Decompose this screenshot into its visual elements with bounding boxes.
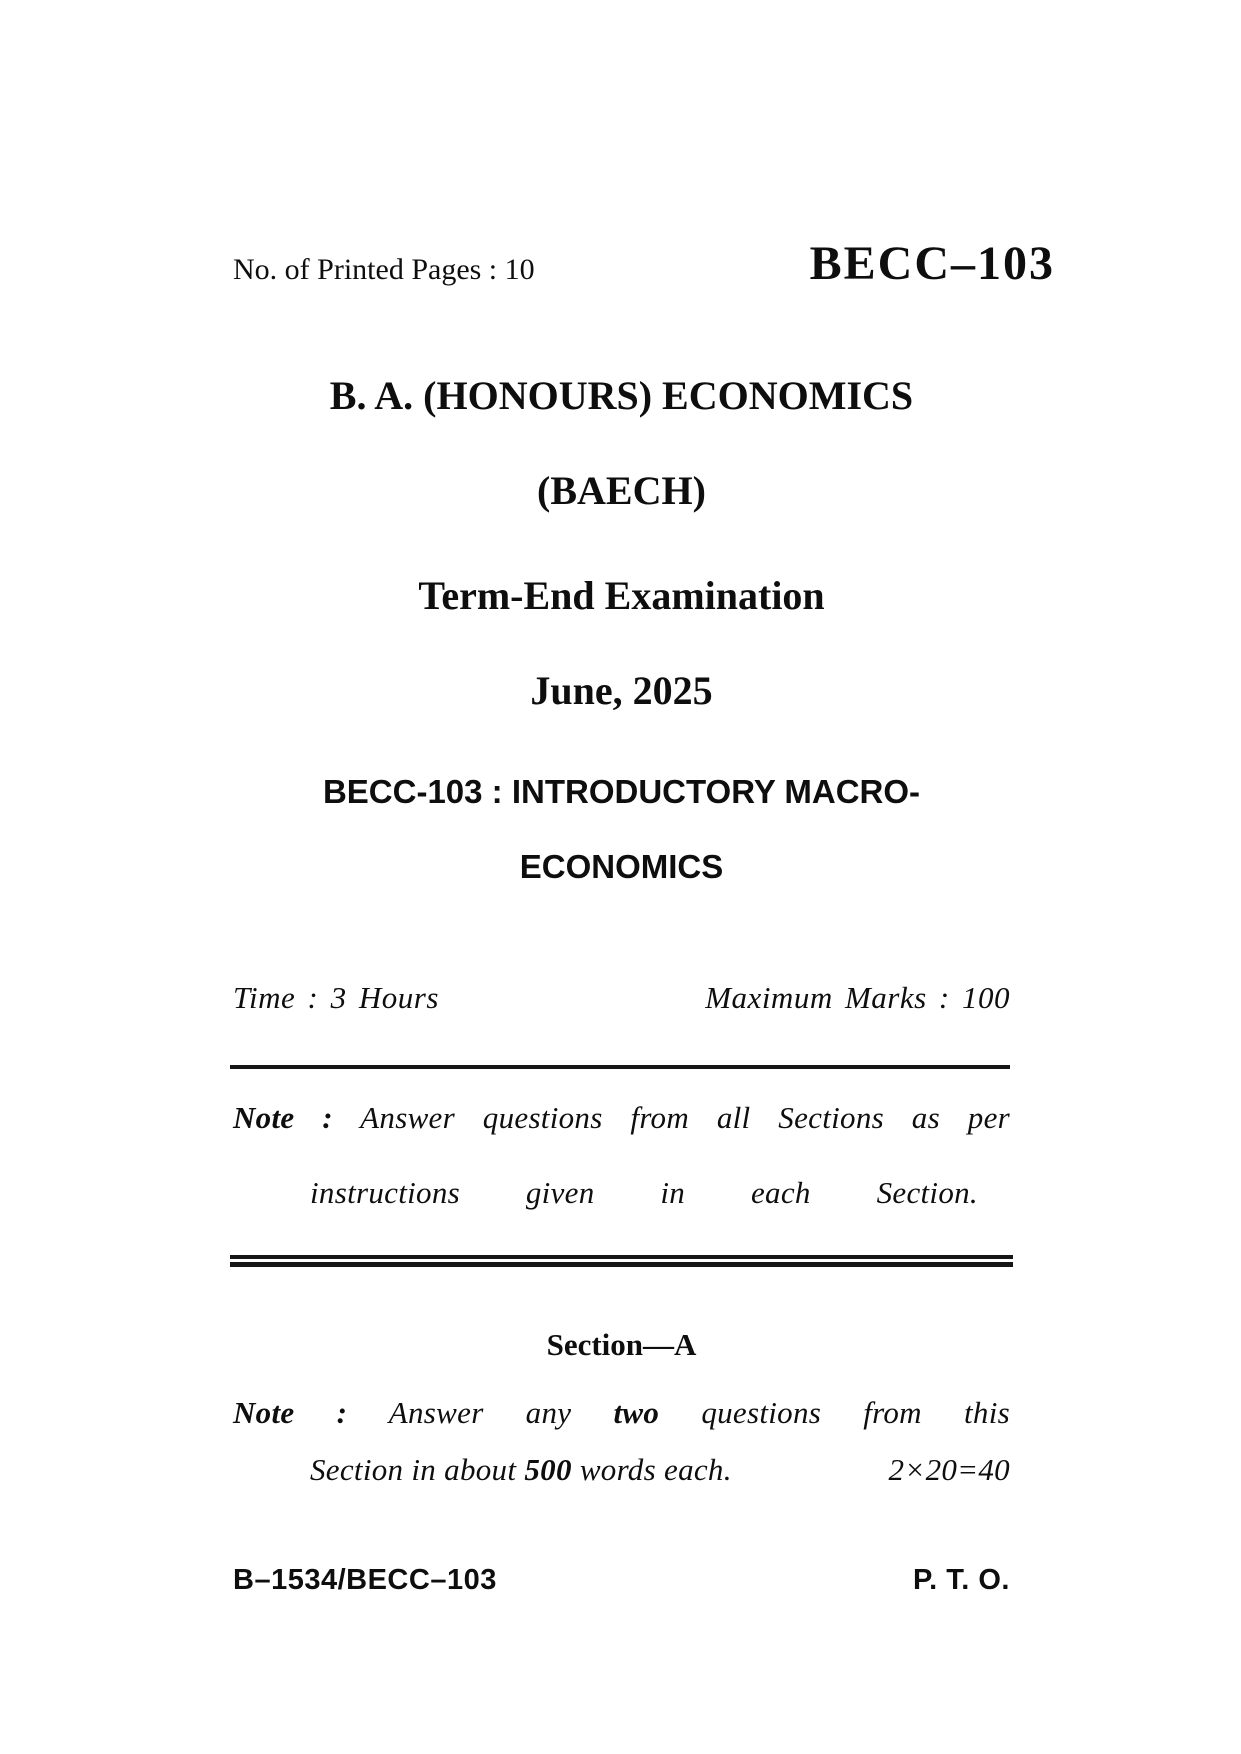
section-note-bold-500: 500 (524, 1452, 572, 1487)
time-allowed: Time : 3 Hours (233, 980, 439, 1015)
program-title: B. A. (HONOURS) ECONOMICS (329, 373, 914, 418)
max-marks: Maximum Marks : 100 (705, 980, 1010, 1015)
general-note-line2: instructions given in each Section. (310, 1175, 978, 1210)
divider-rule (230, 1065, 1010, 1069)
printed-pages-label: No. of Printed Pages : 10 (233, 253, 535, 286)
section-note-text-b: questions from this (701, 1395, 1010, 1430)
section-a-note-line2 (310, 1454, 1010, 1485)
section-note-bold-two: two (613, 1395, 660, 1430)
section-note-text-c2: words each. (579, 1452, 732, 1487)
general-note-text1: Answer questions from all Sections as per (360, 1100, 1011, 1135)
section-note-text-c (310, 1454, 732, 1485)
general-note-line1 (233, 1102, 1010, 1133)
program-abbreviation: (BAECH) (537, 468, 706, 513)
exam-session: June, 2025 (530, 668, 713, 713)
footer-paper-code: B–1534/BECC–103 (233, 1564, 497, 1596)
header-row (233, 237, 1055, 290)
pto-label: P. T. O. (913, 1564, 1010, 1596)
marks-scheme: 2×20=40 (888, 1452, 1010, 1487)
note-label: Note : (233, 1100, 333, 1135)
exam-title: Term-End Examination (418, 573, 825, 618)
footer-row (233, 1566, 1010, 1595)
section-note-text-a: Answer any (388, 1395, 572, 1430)
section-note-text-c1: Section in about (310, 1452, 517, 1487)
course-title-line2: ECONOMICS (519, 848, 724, 885)
section-divider-rule (230, 1255, 1013, 1267)
section-a-heading: Section—A (546, 1327, 697, 1362)
paper-code: BECC–103 (809, 237, 1055, 290)
meta-row (233, 982, 1010, 1013)
section-a-note-line1 (233, 1397, 1010, 1428)
course-title-line1: BECC-103 : INTRODUCTORY MACRO- (322, 773, 921, 810)
note-label: Note : (233, 1395, 348, 1430)
